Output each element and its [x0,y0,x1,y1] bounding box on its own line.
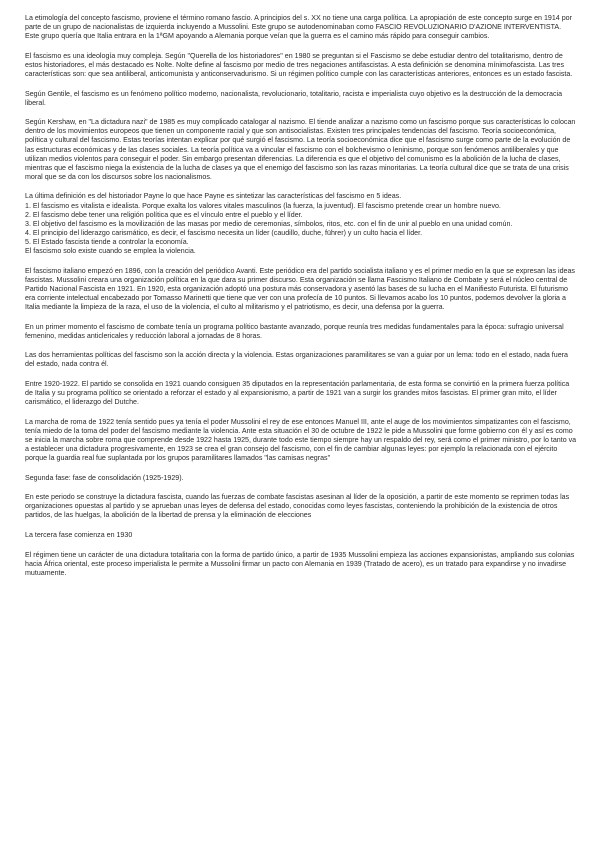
paragraph-marcha-roma: La marcha de roma de 1922 tenía sentido pues ya tenía el poder Mussolini el rey de ese entonces Manuel III, ante el auge de los movimientos simpatizantes con el fascismo, tenía miedo de la toma del poder del fascismo mediante la violencia. Ante esta situación el 30 de octubre de 1922 le pide a Mussolini que forme gobierno con él y así es como se inicia la marcha sobre roma que comprende desde 1922 hasta 1925, durante todo este tiempo siempre hay un respaldo del rey, será como el primer ministro, por lo tanto va a establecer una dictadura progresivamente, en 1923 se crea el gran consejo del fascismo, con el fin de cambiar algunas leyes: por ejemplo la relacionada con el ejército porque la guardia real fue suplantada por los grupos paramilitares llamados "las camisas negras" [25,417,577,463]
paragraph-herramientas: Las dos herramientas políticas del fascismo son la acción directa y la violencia. Estas organizaciones paramilitares se van a guiar por un lema: todo en el estado, nada fuera del estado, nada contra él. [25,351,568,369]
paragraph-payne-outro: El fascismo solo existe cuando se emplea la violencia. [25,246,196,255]
paragraph-regimen: El régimen tiene un carácter de una dictadura totalitaria con la forma de partido único, a partir de 1935 Mussolini empieza las acciones expansionistas, ampliando sus colonias hacia África oriental, este proceso imperialista le permite a Mussolini firmar un pacto con Alemania en 1939 (Tratado de acero), es un tratado para expandirse y no invadirse mutuamente. [25,550,575,577]
paragraph-fascismo-italiano: El fascismo italiano empezó en 1896, con la creación del periódico Avanti. Este periódico era del partido socialista italiano y es el primer medio en la que se expresan las ideas fascistas. Mussolini creara una organización política en la que dara su primer discurso. Esta organización se llama Fascismo Italiano de Combate y será el núcleo central de Partido Nacional Fascista en 1921. En 1920, esta organización adoptó una postura más conservadora y asentó las bases de su lucha en el Manifiesto Futurista. El futurismo era corriente intelectual encabezado por Tomasso Marinetti que tiene que ver con una profecía de 10 puntos. Si llevamos acabo los 10 puntos, podemos devolver la gloria a Italia mediante la limpieza de la raza, el uso de la violencia, el culto al militarismo y el patriotismo, es decir, una defensa por la guerra. [25,266,575,311]
paragraph-1920-1922: Entre 1920-1922. El partido se consolida en 1921 cuando consiguen 35 diputados en la representación parlamentaria, de esta forma se convirtió en la primera fuerza política de Italia y su programa político se orientado a reforzar el estado y al expansionismo, a partir de 1921 van a surgir los grandes mitos fascistas. El primer gran mito, el líder carismático, el liderazgo del Dutche. [25,379,570,407]
list-item-payne-1: 1. El fascismo es vitalista e idealista. Porque exalta los valores vitales masculinos (la fuerza, la juventud). El fascismo pretende crear un hombre nuevo. [25,201,501,210]
list-item-payne-2: 2. El fascismo debe tener una religión política que es el vínculo entre el pueblo y el líder. [25,210,303,219]
heading-segunda-fase: Segunda fase: fase de consolidación (1925-1929). [25,473,184,482]
paragraph-gentile: Según Gentile, el fascismo es un fenómeno político moderno, nacionalista, revolucionario, totalitario, racista e imperialista cuyo objetivo es la destrucción de la democracia liberal. [25,89,563,107]
list-item-payne-4: 4. El principio del liderazgo carismático, es decir, el fascismo necesita un líder (caudillo, duche, führer) y un culto hacia el líder. [25,228,423,237]
heading-tercera-fase: La tercera fase comienza en 1930 [25,531,133,540]
paragraph-kershaw: Según Kershaw, en "La dictadura nazi" de 1985 es muy complicado catalogar al nazismo. El tiende analizar a nazismo como un fascismo porque sus características lo colocan dentro de los movimientos europeos que tienen un componente racial y que son antisocialistas. Existen tres principales tendencias del fascismo. Teoría socioeconómica, política y cultural del fascismo. Estas teorías intentan explicar por qué surgió el fascismo. La teoría socioeconómica dice que el fascismo surge como parte de la evolución de las estructuras económicas y de las clases sociales. La teoría política va a vincular el fascismo con el bolchevismo o leninismo, porque son fenómenos antiliberales y que utilizan medios violentos para conseguir el poder. Sin embargo presentan diferencias. La diferencia es que el objetivo del comunismo es la abolición de la lucha de clases, mientras que el fascismo niega la existencia de la lucha de clases ya que el enemigo del fascismo son las razas minoritarias. La teoría cultural dice que se trata de una crisis moral que se da con los discursos sobre los nacionalismos. [25,118,576,181]
paragraph-consolidacion: En este periodo se construye la dictadura fascista, cuando las fuerzas de combate fascistas asesinan al líder de la oposición, a partir de este momento se reprimen todas las organizaciones opuestas al partido y se aprueban unas leyes de defensa del estado, conocidas como leyes fascistas, conteniendo la prohibición de la existencia de otros partidos, de las huelgas, la abolición de la libertad de prensa y la eliminación de elecciones [25,493,570,520]
list-item-payne-5: 5. El Estado fascista tiende a controlar la economía. [25,237,189,246]
paragraph-etimologia: La etimología del concepto fascismo, proviene el término romano fascio. A principios del s. XX no tiene una carga política. La apropiación de este concepto surge en 1914 por parte de un grupo de nacionalistas de izquierda incluyendo a Mussolini. Este grupo se autodenominaban como FASCIO REVOLUZIONARIO D'AZIONE INTERVENTISTA. Este grupo quería que Italia entrara en la 1ªGM apoyando a Alemania porque veían que la guerra es el camino más rápido para conseguir cambios. [25,14,572,41]
list-item-payne-3: 3. El objetivo del fascismo es la movilización de las masas por medio de ceremonias, símbolos, ritos, etc. con el fin de unir al pueblo en una unidad común. [25,219,513,228]
paragraph-nolte: El fascismo es una ideología muy compleja. Según "Querella de los historiadores" en 1980 se preguntan si el Fascismo se debe estudiar dentro del totalitarismo, dentro de estos historiadores, el más destacado es Nolte. Nolte define al fascismo por medio de tres negaciones antifascistas. A esta definición se denomina mínimofascista. Las tres características son: que sea antiliberal, anticomunista y anticonservadurismo. Si un régimen político cumple con las características anteriores, entonces es un estado fascista. [25,51,573,78]
document-page [25,14,577,588]
paragraph-programa-politico: En un primer momento el fascismo de combate tenía un programa político bastante avanzado, porque reunía tres medidas fundamentales para la época: sufragio universal femenino, medidas anticlericales y reducción laboral a jornadas de 8 horas. [25,322,564,340]
paragraph-payne-intro: La última definición es del historiador Payne lo que hace Payne es sintetizar las características del fascismo en 5 ideas. [25,192,402,201]
